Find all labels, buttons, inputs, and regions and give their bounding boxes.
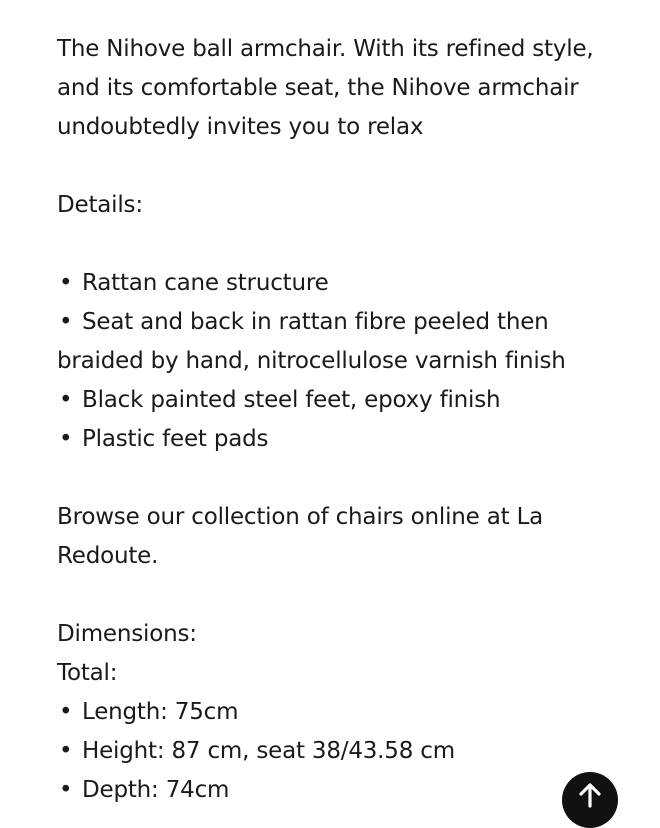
total-label: Total: [57,660,118,686]
dimension-depth: • Depth: 74cm [57,771,617,810]
dimension-height: • Height: 87 cm, seat 38/43.58 cm [57,732,617,771]
dimensions-heading: Dimensions: [57,621,197,647]
product-description [57,30,617,810]
detail-item-structure: • Rattan cane structure [57,264,617,303]
detail-item-seat: • Seat and back in rattan fibre peeled then braided by hand, nitrocellulose varnish finish [57,303,617,381]
browse-text: Browse our collection of chairs online at La Redoute. [57,504,544,569]
details-heading: Details: [57,192,143,218]
detail-item-feet: • Black painted steel feet, epoxy finish [57,381,617,420]
dimension-length: • Length: 75cm [57,693,617,732]
detail-item-pads: • Plastic feet pads [57,420,617,459]
arrow-up-icon [577,782,603,808]
scroll-to-top-button[interactable] [562,772,618,828]
intro-text: The Nihove ball armchair. With its refined style, and its comfortable seat, the Nihove armchair undoubtedly invites you to relax [57,36,594,140]
